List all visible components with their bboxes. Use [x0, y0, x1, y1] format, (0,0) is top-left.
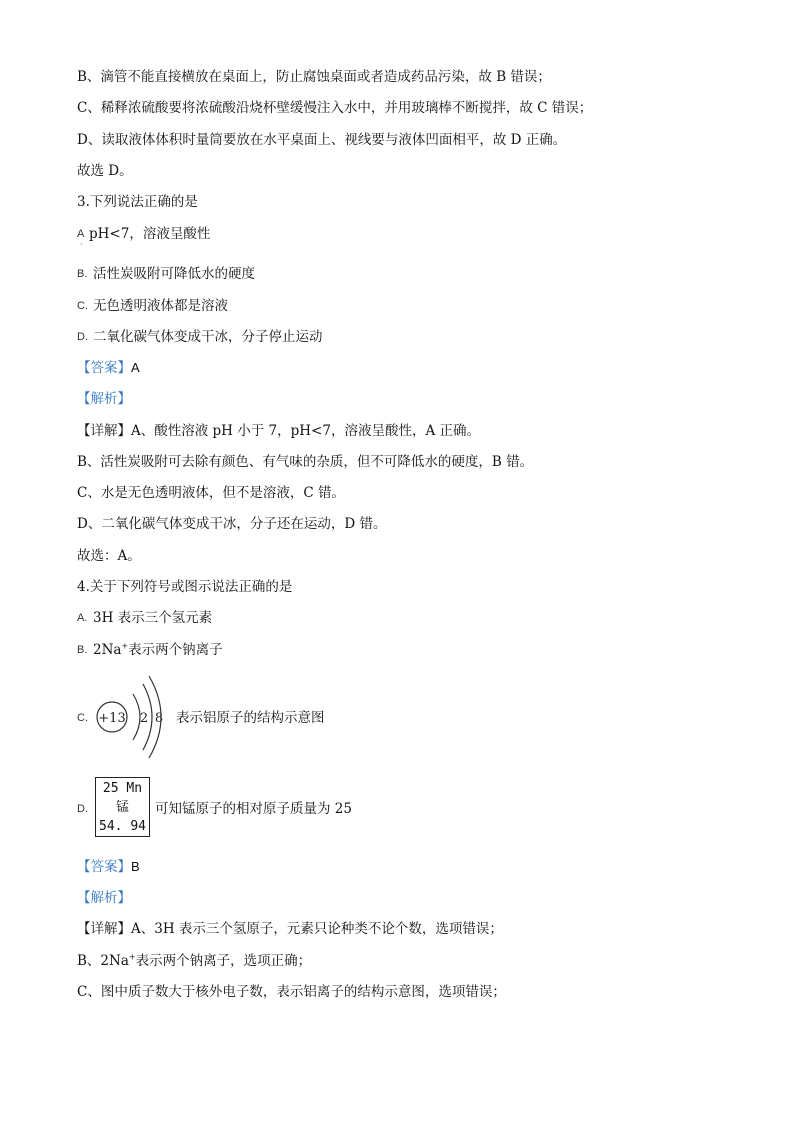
atom-structure-diagram: [95, 672, 165, 762]
nucleus-charge: +13: [98, 711, 126, 726]
explanation-conclusion: 故选 D。: [77, 163, 133, 179]
q4-option-b-desc: 表示两个钠离子: [128, 642, 223, 658]
shell-1-electrons: 2: [139, 711, 149, 726]
q3-stem: 3.下列说法正确的是: [77, 194, 198, 210]
q3-option-d-label: D.: [77, 331, 88, 343]
q4-option-b-label: B.: [77, 644, 88, 656]
q3-detail-a-text: A、酸性溶液 pH 小于 7，pH<7，溶液呈酸性，A 正确。: [131, 423, 480, 439]
q3-option-b-text: 活性炭吸附可降低水的硬度: [93, 266, 255, 282]
q4-detail-c: C、图中质子数大于核外电子数，表示铝离子的结构示意图，选项错误；: [77, 984, 506, 1000]
q3-detail-d: D、二氧化碳气体变成干冰，分子还在运动，D 错。: [77, 516, 387, 532]
q4-answer-value: B: [131, 859, 140, 874]
q4-detail-a-text: A、3H 表示三个氢原子，元素只论种类不论个数，选项错误；: [131, 921, 503, 937]
q3-detail-tag: 【详解】: [77, 423, 131, 439]
shell-2-electrons: 8: [154, 711, 164, 726]
q3-option-a-text: pH<7，溶液呈酸性: [89, 226, 211, 242]
q3-option-b-label: B.: [77, 268, 88, 280]
q4-option-a-text: 3H 表示三个氢元素: [93, 610, 213, 626]
q4-option-c-text: 表示铝原子的结构示意图: [176, 710, 325, 726]
q4-detail-a: [77, 920, 503, 938]
q3-answer: [77, 359, 140, 377]
q3-detail-b: B、活性炭吸附可去除有颜色、有气味的杂质，但不可降低水的硬度，B 错。: [77, 454, 534, 470]
q4-detail-tag: 【详解】: [77, 921, 131, 937]
q3-analysis: [77, 390, 131, 408]
q4-option-a-label: A.: [77, 612, 88, 624]
q4-option-b-text: [93, 641, 223, 659]
explanation-line-c: C、稀释浓硫酸要将浓硫酸沿烧杯壁缓慢注入水中，并用玻璃棒不断搅拌，故 C 错误；: [77, 100, 593, 116]
q3-analysis-tag: 【解析】: [77, 391, 131, 407]
q3-conclusion: 故选：A。: [77, 548, 141, 564]
element-top-row: [96, 779, 149, 798]
q3-option-c-label: C.: [77, 300, 88, 312]
q4-option-b-charge: +: [121, 641, 129, 651]
q4-answer-tag: 【答案】: [77, 859, 131, 875]
element-symbol: Mn: [126, 781, 143, 796]
q4-option-b-formula: 2Na: [93, 642, 122, 658]
q3-option-d-text: 二氧化碳气体变成干冰，分子停止运动: [93, 329, 323, 345]
q4-answer: [77, 858, 140, 876]
q4-stem: 4.关于下列符号或图示说法正确的是: [77, 579, 293, 595]
q4-analysis: [77, 889, 131, 907]
element-number: 25: [102, 781, 119, 796]
q4-detail-b-charge: +: [128, 952, 136, 962]
q3-detail-c: C、水是无色透明液体，但不是溶液，C 错。: [77, 485, 345, 501]
q3-detail-a: [77, 422, 480, 440]
q3-option-c-text: 无色透明液体都是溶液: [93, 298, 228, 314]
q3-answer-value: A: [131, 360, 140, 375]
q4-detail-b-pre: B、2Na: [77, 953, 129, 969]
q4-option-c-label: C.: [77, 712, 88, 724]
q4-detail-b-post: 表示两个钠离子，选项正确；: [135, 953, 312, 969]
q4-analysis-tag: 【解析】: [77, 890, 131, 906]
q3-option-a-dot: ·: [80, 240, 83, 249]
q4-option-d-text: 可知锰原子的相对原子质量为 25: [155, 801, 352, 817]
q4-detail-b: [77, 952, 311, 970]
explanation-line-d: D、读取液体体积时量筒要放在水平桌面上、视线要与液体凹面相平，故 D 正确。: [77, 132, 567, 148]
element-mass: 54. 94: [99, 819, 146, 834]
explanation-line-b: B、滴管不能直接横放在桌面上，防止腐蚀桌面或者造成药品污染，故 B 错误；: [77, 69, 551, 85]
q3-option-a-label: A: [77, 228, 85, 240]
q3-answer-tag: 【答案】: [77, 360, 131, 376]
element-name: 锰: [115, 800, 129, 815]
q4-option-d-label: D.: [77, 803, 88, 815]
element-card-manganese: [95, 777, 150, 837]
